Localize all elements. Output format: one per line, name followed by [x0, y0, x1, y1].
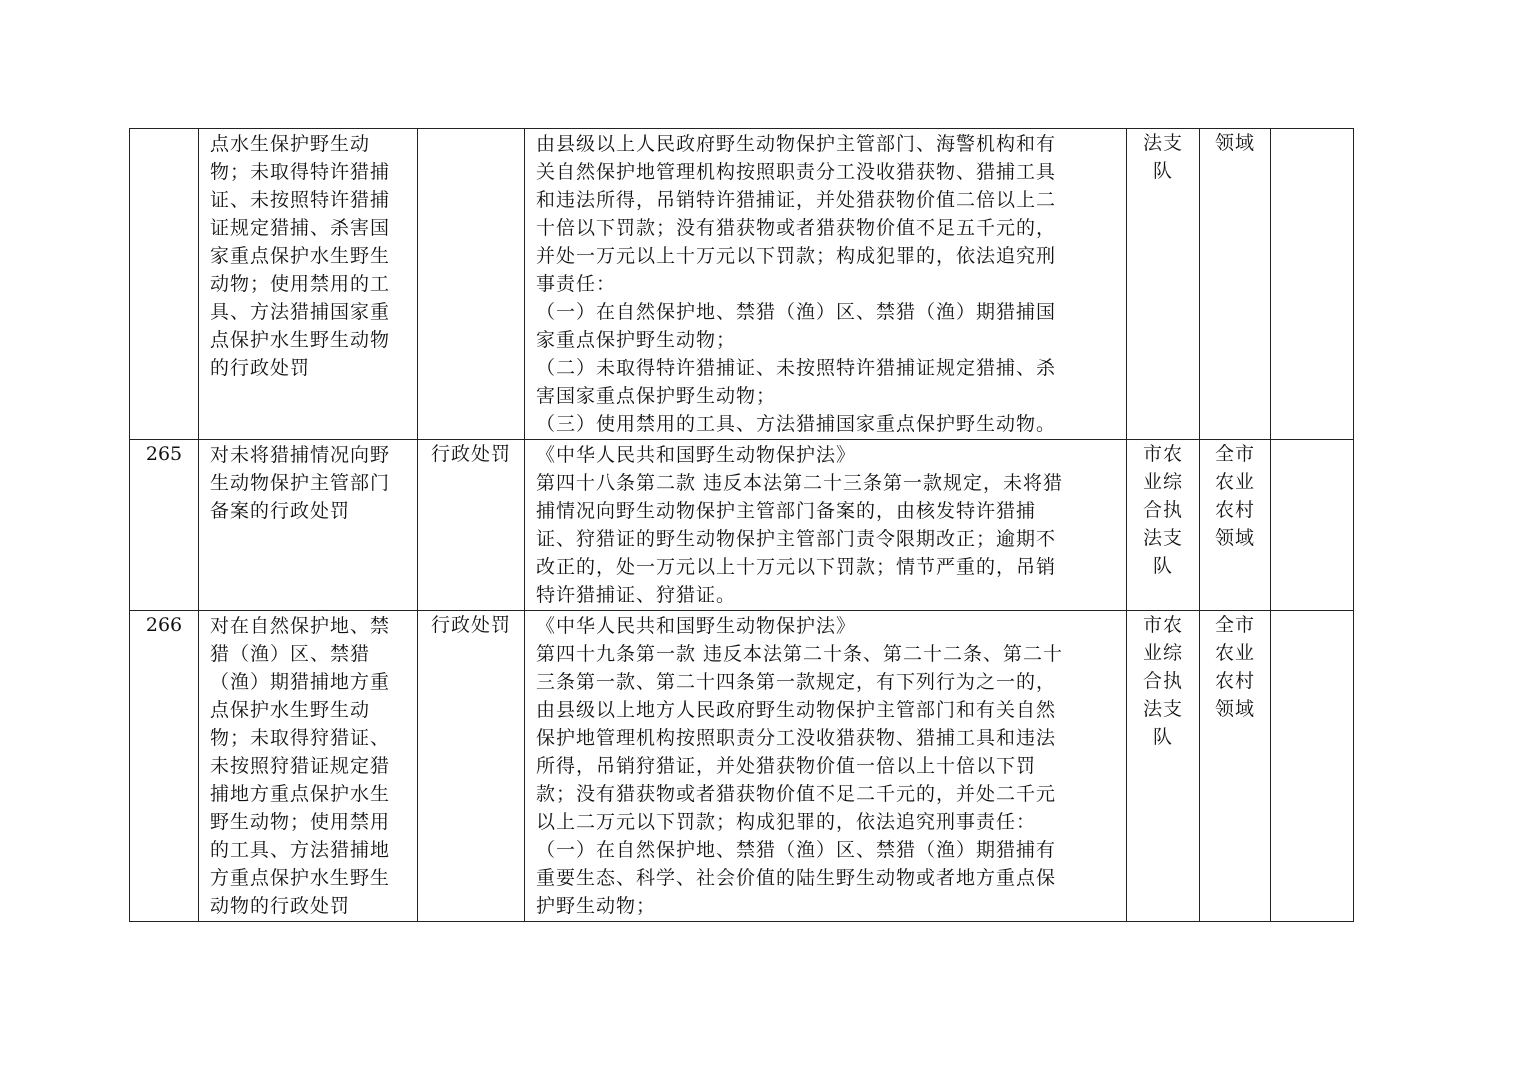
field: 领域: [1214, 132, 1255, 154]
legal-basis: 《中华人民共和国野生动物保护法》 第四十八条第二款 违反本法第二十三条第一款规定，未将猎 捕情况向野生动物保护主管部门备案的，由核发特许猎捕 证、狩猎证的野生动物保护主管部门责令限期改正；逾期不 改正的，处一万元以上十万元以下罚款；情节严重的，吊销 特许猎捕证、狩猎证。: [536, 444, 1064, 606]
item-number-cell: [130, 440, 199, 611]
item-type-cell: [418, 440, 525, 611]
item-number: 266: [145, 614, 183, 636]
item-number-cell: [130, 611, 199, 922]
item-type-cell: [418, 129, 525, 440]
penalty-table: [129, 128, 1354, 922]
item-number-cell: [130, 129, 199, 440]
department-cell: [1127, 129, 1200, 440]
department-cell: [1127, 440, 1200, 611]
field-cell: [1200, 129, 1271, 440]
field: 全市 农业 农村 领域: [1214, 614, 1255, 720]
legal-basis-cell: [525, 440, 1127, 611]
department: 市农 业综 合执 法支 队: [1142, 443, 1183, 577]
note-cell: [1271, 611, 1354, 922]
item-type-cell: [418, 611, 525, 922]
item-name: 点水生保护野生动 物；未取得特许猎捕 证、未按照特许猎捕 证规定猎捕、杀害国 家重点保护水生野生 动物；使用禁用的工 具、方法猎捕国家重 点保护水生野生动物 的行政处罚: [210, 133, 391, 379]
item-name-cell: [199, 611, 418, 922]
field: 全市 农业 农村 领域: [1214, 443, 1255, 549]
item-type: 行政处罚: [430, 614, 511, 636]
item-name: 对未将猎捕情况向野 生动物保护主管部门 备案的行政处罚: [210, 444, 391, 522]
legal-basis-cell: [525, 129, 1127, 440]
item-name: 对在自然保护地、禁 猎（渔）区、禁猎 （渔）期猎捕地方重 点保护水生野生动 物；未取得狩猎证、 未按照狩猎证规定猎 捕地方重点保护水生 野生动物；使用禁用 的工具、方法猎捕地 方重点保护水生野生 动物的行政处罚: [210, 615, 391, 917]
legal-basis: 《中华人民共和国野生动物保护法》 第四十九条第一款 违反本法第二十条、第二十二条、第二十 三条第一款、第二十四条第一款规定，有下列行为之一的， 由县级以上地方人民政府野生动物保护主管部门和有关自然 保护地管理机构按照职责分工没收猎获物、猎捕工具和违法 所得，吊销狩猎证，并处猎获物价值一倍以上十倍以下罚 款；没有猎获物或者猎获物价值不足二千元的，并处二千元 以上二万元以下罚款；构成犯罪的，依法追究刑事责任： （一）在自然保护地、禁猎（渔）区、禁猎（渔）期猎捕有 重要生态、科学、社会价值的陆生野生动物或者地方重点保 护野生动物；: [536, 615, 1064, 917]
item-name-cell: [199, 129, 418, 440]
table-row: [130, 129, 1354, 440]
department: 市农 业综 合执 法支 队: [1142, 614, 1183, 748]
field-cell: [1200, 611, 1271, 922]
table-row: [130, 440, 1354, 611]
table-row: [130, 611, 1354, 922]
department-cell: [1127, 611, 1200, 922]
item-number: 265: [145, 443, 183, 465]
item-type: 行政处罚: [430, 443, 511, 465]
legal-basis-cell: [525, 611, 1127, 922]
note-cell: [1271, 129, 1354, 440]
legal-basis: 由县级以上人民政府野生动物保护主管部门、海警机构和有 关自然保护地管理机构按照职责分工没收猎获物、猎捕工具 和违法所得，吊销特许猎捕证，并处猎获物价值二倍以上二 十倍以下罚款；没有猎获物或者猎获物价值不足五千元的， 并处一万元以上十万元以下罚款；构成犯罪的，依法追究刑 事责任： （一）在自然保护地、禁猎（渔）区、禁猎（渔）期猎捕国 家重点保护野生动物； （二）未取得特许猎捕证、未按照特许猎捕证规定猎捕、杀 害国家重点保护野生动物； （三）使用禁用的工具、方法猎捕国家重点保护野生动物。: [536, 133, 1057, 435]
department: 法支 队: [1142, 132, 1183, 182]
field-cell: [1200, 440, 1271, 611]
item-name-cell: [199, 440, 418, 611]
note-cell: [1271, 440, 1354, 611]
